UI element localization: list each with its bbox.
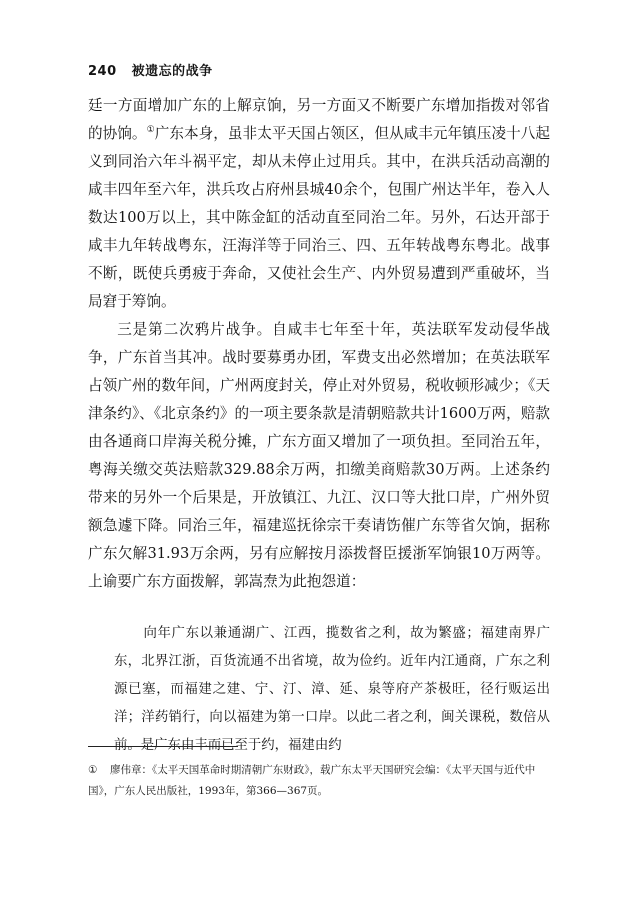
block-quote: 向年广东以兼通湖广、江西，揽数省之利，故为繁盛；福建南界广东，北界江浙，百货流通不出省境，故为俭约。近年内江通商，广东之利源已塞，而福建之建、宁、汀、漳、延、泉等府产茶极旺，径行贩运出洋；洋药销行，向以福建为第一口岸。以此二者之利，闽关课税，数倍从前。是广东由丰而已至于约，福建由约 <box>114 626 550 753</box>
running-header <box>88 60 213 79</box>
page-number: 240 <box>88 64 117 79</box>
footnote-text: 廖伟章：《太平天国革命时期清朝广东财政》，载广东太平天国研究会编：《太平天国与近代中国》，广东人民出版社，1993年，第366—367页。 <box>88 764 536 797</box>
paragraph-1-text-a: 廷一方面增加广东的上解京饷，另一方面又不断要广东增加指拨对邻省的协饷。 <box>88 97 550 142</box>
footnote-divider <box>88 746 238 747</box>
paragraph-1 <box>88 92 550 316</box>
book-title: 被遗忘的战争 <box>131 64 213 79</box>
main-text <box>88 92 550 596</box>
footnote-reference: ① <box>146 125 155 136</box>
footnote <box>88 760 550 802</box>
footnote-mark: ① <box>88 764 98 776</box>
paragraph-1-text-b: 广东本身，虽非太平天国占领区，但从咸丰元年镇压凌十八起义到同治六年斗祸平定，却从未停止过用兵。其中，在洪兵活动高潮的咸丰四年至六年，洪兵攻占府州县城40余个，包围广州达半年，卷入人数达100万以上，其中陈金缸的活动直至同治二年。另外，石达开部于咸丰九年转战粤东，汪海洋等于同治三、四、五年转战粤东粤北。战事不断，既使兵勇疲于奔命，又使社会生产、内外贸易遭到严重破坏，当局窘于筹饷。 <box>88 125 550 310</box>
paragraph-2: 三是第二次鸦片战争。自咸丰七年至十年，英法联军发动侵华战争，广东首当其冲。战时要募勇办团，军费支出必然增加；在英法联军占领广州的数年间，广州两度封关，停止对外贸易，税收顿形减少；《天津条约》、《北京条约》的一项主要条款是清朝赔款共计1600万两，赔款由各通商口岸海关税分摊，广东方面又增加了一项负担。至同治五年，粤海关缴交英法赔款329.88余万两，扣缴美商赔款30万两。上述条约带来的另外一个后果是，开放镇江、九江、汉口等大批口岸，广州外贸额急遽下降。同治三年，福建巡抚徐宗干奏请饬催广东等省欠饷，据称广东欠解31.93万余两，另有应解按月添拨督臣援浙军饷银10万两等。上谕要广东方面拨解，郭嵩焘为此抱怨道： <box>88 321 550 590</box>
